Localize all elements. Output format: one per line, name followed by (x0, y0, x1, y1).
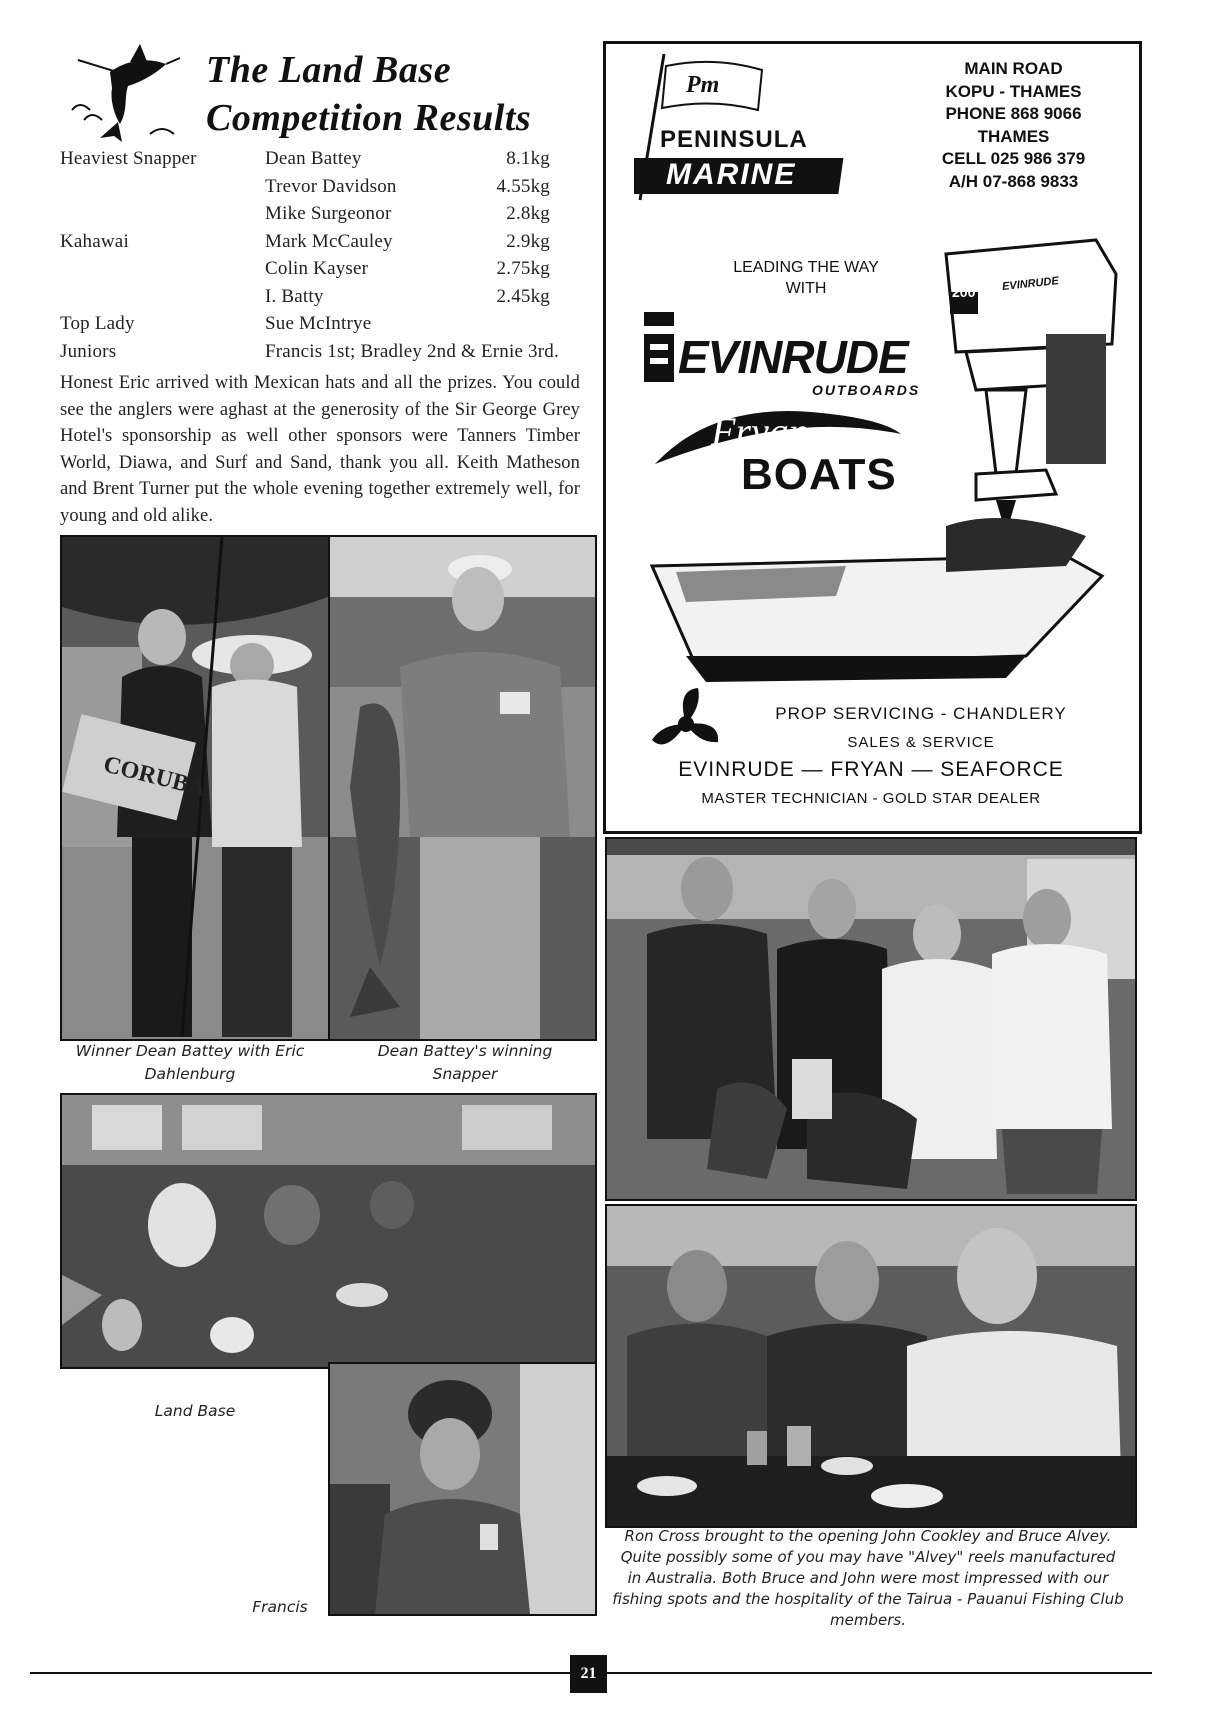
photo-winner (60, 535, 330, 1041)
footer-rule-right (607, 1672, 1152, 1674)
result-weight: 2.8kg (506, 203, 550, 224)
photo-snapper (328, 535, 597, 1041)
page-number: 21 (570, 1655, 607, 1693)
ron-cross-photo-image (607, 1206, 1135, 1526)
pm-logo (634, 54, 864, 204)
result-row (60, 173, 600, 200)
outboard-motor (936, 234, 1126, 544)
title-line-1: The Land Base (206, 49, 452, 91)
marlin-logo (70, 38, 182, 143)
result-row (60, 310, 600, 337)
result-category: Juniors (60, 340, 117, 362)
contact-line: A/H 07-868 9833 (948, 171, 1079, 191)
with-text: WITH (785, 280, 827, 297)
contact-line: MAIN ROAD (964, 59, 1063, 78)
result-name: Mark McCauley (265, 230, 393, 252)
result-name: Francis 1st; Bradley 2nd & Ernie 3rd. (265, 340, 559, 362)
result-name: I. Batty (265, 285, 324, 307)
fryan-boats-logo (651, 394, 921, 504)
result-category: Top Lady (60, 313, 135, 334)
motor-hp: 200 (952, 284, 976, 300)
leading-text: LEADING THE WAY (733, 259, 879, 276)
evinrude-wordmark: EVINRUDE (678, 331, 908, 383)
francis-photo-image (330, 1364, 595, 1614)
result-name: Colin Kayser (265, 258, 369, 279)
results-table (60, 145, 600, 370)
four-men-photo-image (607, 839, 1135, 1199)
result-row (60, 338, 600, 365)
service-line-4: MASTER TECHNICIAN - GOLD STAR DEALER (701, 790, 1041, 807)
result-row (60, 145, 600, 172)
evinrude-logo (642, 302, 942, 400)
brand-bottom: MARINE (666, 158, 797, 191)
result-category: Heaviest Snapper (60, 148, 197, 169)
boat-icon (646, 506, 1106, 686)
result-row (60, 228, 600, 255)
caption-francis: Francis (252, 1598, 308, 1616)
caption-snapper: Dean Battey's winning Snapper (377, 1042, 553, 1083)
result-row (60, 283, 600, 310)
caption-ron-cross: Ron Cross brought to the opening John Cookley and Bruce Alvey. Quite possibly some of you may have "Alvey" reels manufactured in Australia. Both Bruce and John were most impressed with our fishing spots and the hospitality of the Tairua - Pauanui Fishing Club members. (612, 1527, 1124, 1629)
photo-ron-cross (605, 1204, 1137, 1528)
leading-the-way (711, 257, 901, 299)
photo-francis (328, 1362, 597, 1616)
coruba-box-text: CORUBA (100, 751, 209, 802)
photo-landbase (60, 1093, 597, 1369)
boat-illustration (646, 506, 1106, 686)
contact-line: KOPU - THAMES (945, 81, 1082, 101)
motor-brand: EVINRUDE (1001, 275, 1060, 293)
result-category: Kahawai (60, 230, 129, 252)
article-paragraph: Honest Eric arrived with Mexican hats and all the prizes. You could see the anglers were aghast at the generosity of the Sir George Grey Hotel's sponsorship as well other sponsors were Tanners Timber World, Diawa, and Surf and Sand, thank you all. Keith Matheson and Brent Turner put the whole evening together extremely well, for young and old alike. (60, 373, 580, 526)
contact-block (901, 58, 1126, 193)
boats-wordmark: BOATS (741, 450, 897, 499)
footer-rule-left (30, 1672, 570, 1674)
brand-top: PENINSULA (660, 126, 808, 153)
photo-four-men (605, 837, 1137, 1201)
result-row (60, 200, 600, 227)
propeller (646, 684, 726, 764)
result-name: Dean Battey (265, 148, 362, 169)
result-weight: 2.9kg (506, 230, 550, 252)
service-line-1: PROP SERVICING - CHANDLERY (775, 704, 1067, 723)
result-weight: 8.1kg (506, 148, 550, 169)
title-line-2: Competition Results (206, 97, 532, 139)
result-weight: 4.55kg (496, 175, 550, 197)
result-name: Trevor Davidson (265, 175, 397, 197)
outboards-text: OUTBOARDS (812, 382, 921, 398)
result-row (60, 255, 600, 282)
contact-line: PHONE 868 9066 (945, 104, 1082, 123)
landbase-photo-image (62, 1095, 595, 1367)
peninsula-marine-ad (603, 41, 1142, 834)
propeller-icon (646, 684, 726, 764)
result-weight: 2.45kg (496, 285, 550, 307)
winner-photo-image (62, 537, 328, 1039)
fryan-script: Fryan (711, 409, 809, 454)
service-line-3: EVINRUDE — FRYAN — SEAFORCE (678, 758, 1064, 781)
pm-logo-text: Pm (686, 72, 720, 98)
contact-line: THAMES (977, 126, 1050, 146)
service-line-2: SALES & SERVICE (847, 734, 995, 751)
contact-line: CELL 025 986 379 (941, 149, 1086, 168)
marlin-icon (70, 38, 182, 143)
result-name: Sue McIntrye (265, 313, 372, 334)
caption-landbase: Land Base (154, 1402, 236, 1420)
result-weight: 2.75kg (496, 258, 550, 279)
snapper-photo-image (330, 537, 595, 1039)
caption-winner: Winner Dean Battey with Eric Dahlenburg (75, 1042, 305, 1083)
result-name: Mike Surgeonor (265, 203, 392, 224)
